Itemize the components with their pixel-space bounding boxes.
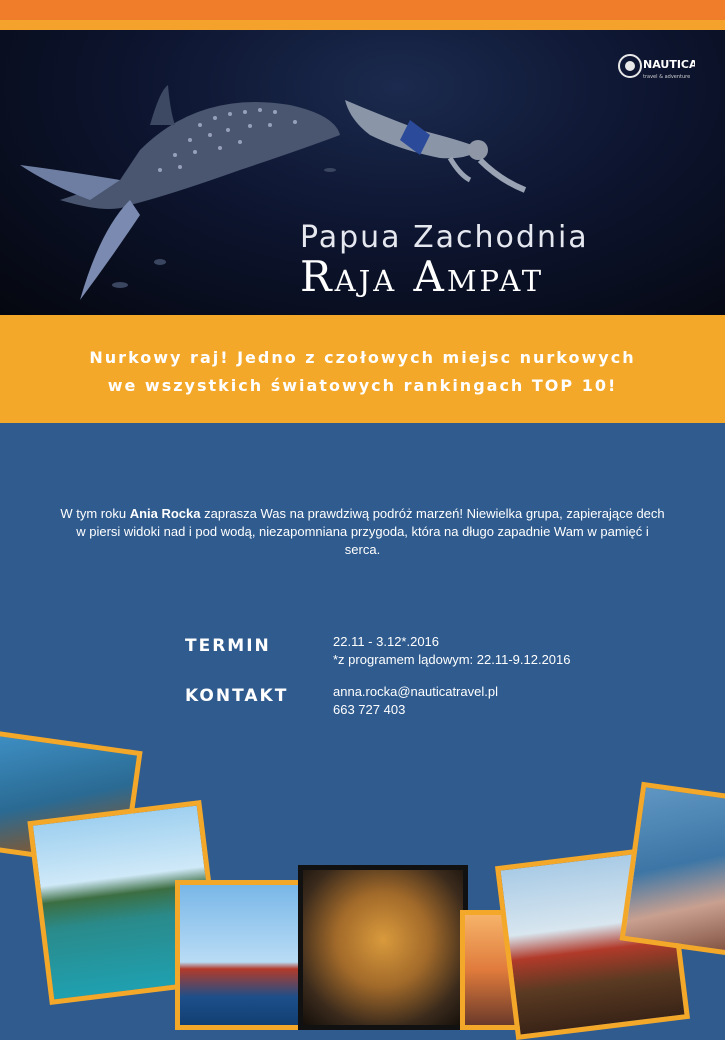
- hero-underwater-image: [0, 30, 725, 315]
- kontakt-phone[interactable]: 663 727 403: [333, 702, 406, 717]
- kontakt-label: KONTAKT: [185, 686, 289, 706]
- nautica-logo-graphic: [615, 48, 695, 88]
- photo-lionfish: [619, 782, 725, 959]
- photo-sailing-ship: [175, 880, 305, 1030]
- intro-name: Ania Rocka: [129, 506, 201, 521]
- hero-subtitle: Papua Zachodnia: [300, 220, 589, 255]
- intro-before: W tym roku: [60, 506, 130, 521]
- top-stripe: [0, 0, 725, 20]
- hero-title: Raja Ampat: [300, 252, 545, 301]
- photo-octopus: [298, 865, 468, 1030]
- top-stripe-secondary: [0, 20, 725, 30]
- banner-line-2: we wszystkich światowych rankingach TOP 10!: [107, 376, 618, 395]
- termin-label: TERMIN: [185, 636, 271, 656]
- intro-after: zaprasza Was na prawdziwą podróż marzeń! Niewielka grupa, zapierające dech w piersi widoki nad i pod wodą, niezapomniana przygoda, która na długo zapadnie Wam w pamięć i serca.: [76, 506, 665, 557]
- intro-paragraph: [60, 505, 665, 559]
- logo-tagline: travel & adventure: [643, 74, 691, 80]
- kontakt-email[interactable]: anna.rocka@nauticatravel.pl: [333, 684, 498, 699]
- termin-note: *z programem lądowym: 22.11-9.12.2016: [333, 652, 571, 667]
- banner-line-1: Nurkowy raj! Jedno z czołowych miejsc nurkowych: [89, 348, 636, 367]
- highlight-banner: [0, 315, 725, 423]
- logo-wordmark: NAUTICA: [643, 58, 695, 71]
- termin-dates: 22.11 - 3.12*.2016: [333, 634, 440, 649]
- nautica-logo: [615, 48, 695, 88]
